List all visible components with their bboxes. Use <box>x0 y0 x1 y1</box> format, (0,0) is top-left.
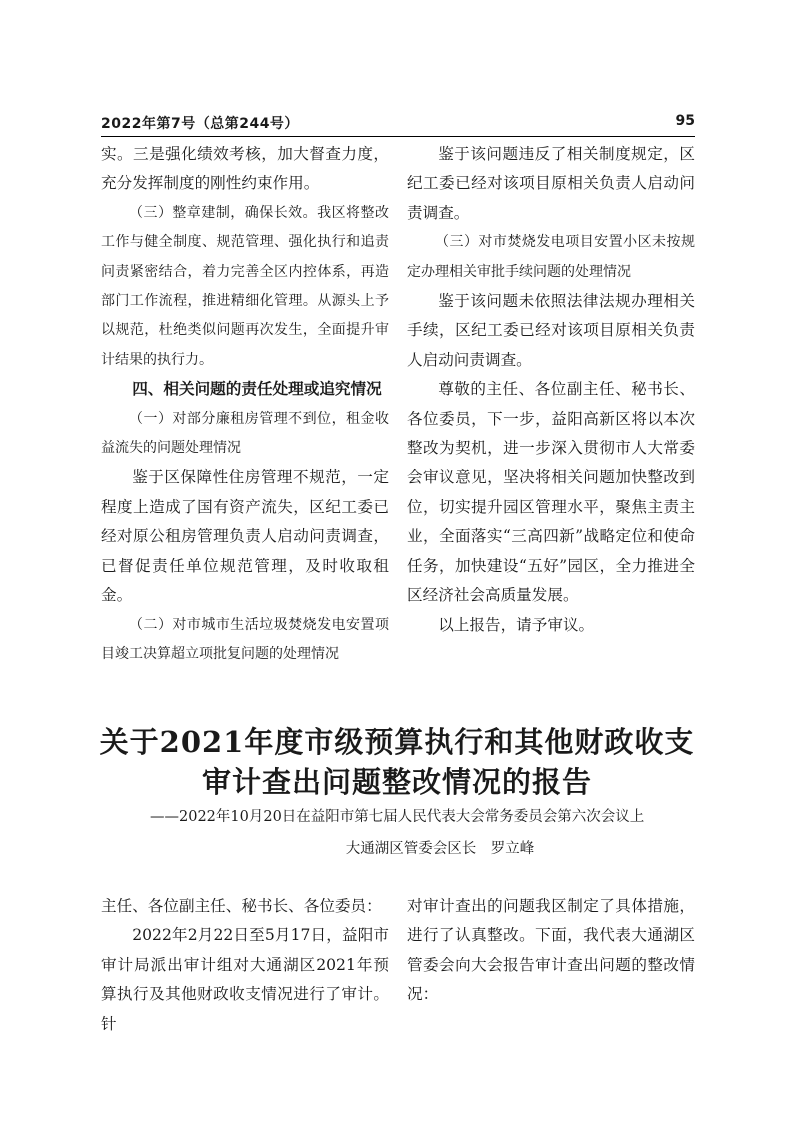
paragraph: 2022年2月22日至5月17日，益阳市审计局派出审计组对大通湖区2021年预算执行及其他财政收支情况进行了审计。针 <box>101 926 389 1033</box>
subsection-heading: （三）整章建制，确保长效。我区将整改工作与健全制度、规范管理、强化执行和追责问责紧密结合，着力完善全区内控体系，再造部门工作流程，推进精细化管理。从源头上予以规范，杜绝类似问题再次发生，全面提升审计结果的执行力。 <box>101 204 389 368</box>
paragraph: 实。三是强化绩效考核，加大督查力度，充分发挥制度的刚性约束作用。 <box>101 145 389 193</box>
subsection-heading: （一）对部分廉租房管理不到位，租金收益流失的问题处理情况 <box>101 410 389 457</box>
salutation: 主任、各位副主任、秘书长、各位委员： <box>101 897 382 915</box>
article-title-line: 审计查出问题整改情况的报告 <box>201 765 592 799</box>
article-subtitle: ——2022年10月20日在益阳市第七届人民代表大会常务委员会第六次会议上 <box>150 809 645 825</box>
subsection-heading: （二）对市城市生活垃圾焚烧发电安置项目竣工决算超立项批复问题的处理情况 <box>101 616 389 662</box>
paragraph: 以上报告，请予审议。 <box>438 615 595 634</box>
article-title <box>60 722 734 802</box>
article-author: 大通湖区管委会区长 罗立峰 <box>345 841 535 857</box>
paragraph: 尊敬的主任、各位副主任、秘书长、各位委员，下一步，益阳高新区将以本次整改为契机，进一步深入贯彻市人大常委会审议意见，坚决将相关问题加快整改到位，切实提升园区管理水平，聚焦主责主业，全面落实“三高四新”战略定位和使命任务，加快建设“五好”园区，全力推进全区经济社会高质量发展。 <box>407 380 695 605</box>
subsection-heading: （三）对市焚烧发电项目安置小区未按规定办理相关审批手续问题的处理情况 <box>407 234 695 280</box>
paragraph: 鉴于该问题违反了相关制度规定，区纪工委已经对该项目原相关负责人启动问责调查。 <box>407 145 695 222</box>
issue-label: 2022年第7号（总第244号） <box>101 116 299 132</box>
section-heading: 四、相关问题的责任处理或追究情况 <box>132 380 382 399</box>
bottom-right-column <box>407 892 695 1010</box>
article-title-line: 关于2021年度市级预算执行和其他财政收支 <box>99 725 695 759</box>
paragraph: 鉴于该问题未依照法律法规办理相关手续，区纪工委已经对该项目原相关负责人启动问责调查。 <box>407 292 695 369</box>
bottom-left-column <box>101 892 389 1039</box>
paragraph: 对审计查出的问题我区制定了具体措施，进行了认真整改。下面，我代表大通湖区管委会向大会报告审计查出问题的整改情况： <box>407 897 695 1004</box>
top-left-column <box>101 140 389 669</box>
top-right-column <box>407 140 695 640</box>
paragraph: 鉴于区保障性住房管理不规范，一定程度上造成了国有资产流失，区纪工委已经对原公租房管理负责人启动问责调查，已督促责任单位规范管理，及时收取租金。 <box>101 468 389 605</box>
running-header <box>101 112 695 137</box>
page-number: 95 <box>675 113 695 129</box>
